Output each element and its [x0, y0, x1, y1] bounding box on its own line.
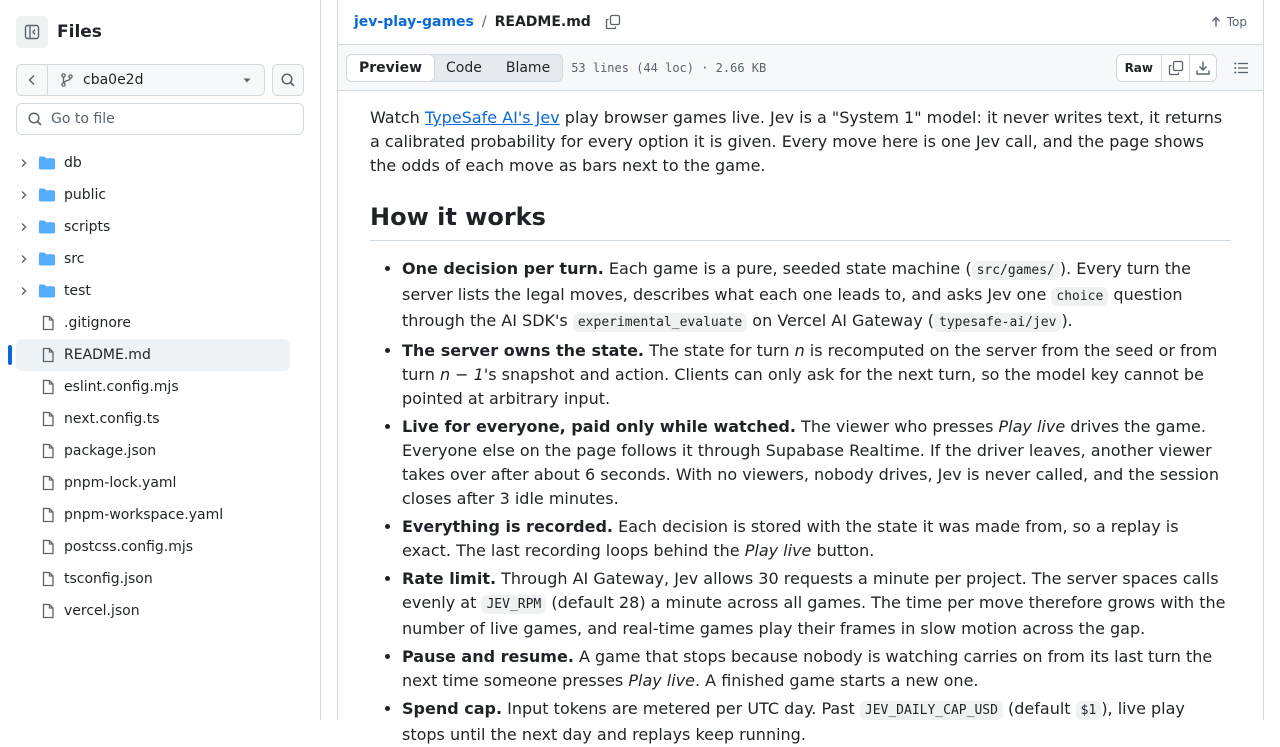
file-icon	[40, 571, 56, 587]
chevron-right-icon[interactable]	[16, 253, 32, 265]
tree-folder-db[interactable]	[16, 147, 290, 179]
tree-item-label: tsconfig.json	[64, 571, 153, 587]
how-it-works-list	[370, 257, 1231, 747]
breadcrumb-repo-link[interactable]: jev-play-games	[354, 14, 474, 30]
file-icon	[40, 603, 56, 619]
breadcrumb-current-file: README.md	[494, 14, 591, 30]
jev-link[interactable]: TypeSafe AI's Jev	[424, 108, 560, 127]
breadcrumb-separator: /	[481, 14, 487, 30]
tree-file-gitignore[interactable]	[16, 307, 290, 339]
tree-item-label: package.json	[64, 443, 157, 459]
outline-button[interactable]	[1233, 60, 1249, 76]
tree-folder-test[interactable]	[16, 275, 290, 307]
raw-button[interactable]: Raw	[1117, 55, 1162, 81]
branch-row	[16, 64, 265, 96]
raw-actions-group	[1116, 54, 1217, 82]
folder-icon	[38, 219, 56, 235]
file-icon	[40, 475, 56, 491]
chevron-right-icon[interactable]	[16, 157, 32, 169]
view-mode-tabs	[346, 54, 563, 82]
tab-blame[interactable]: Blame	[505, 59, 551, 76]
section-heading: How it works	[370, 202, 1231, 241]
tree-folder-public[interactable]	[16, 179, 290, 211]
back-button[interactable]	[17, 65, 48, 95]
tree-item-label: scripts	[64, 219, 111, 235]
tree-item-label: db	[64, 155, 82, 171]
branch-dropdown[interactable]	[48, 65, 264, 95]
top-button-label: Top	[1226, 15, 1247, 29]
list-item: • Spend cap. Input tokens are metered per UTC day. Past JEV_DAILY_CAP_USD (default $1 ), live play stops until the next day and replays keep running.	[402, 697, 1231, 747]
go-to-file-field[interactable]	[16, 103, 304, 135]
tree-item-label: .gitignore	[64, 315, 131, 331]
tree-item-label: vercel.json	[64, 603, 140, 619]
tab-preview[interactable]: Preview	[346, 54, 435, 82]
folder-icon	[38, 155, 56, 171]
tree-folder-scripts[interactable]	[16, 211, 290, 243]
file-actions	[1116, 54, 1249, 82]
copy-icon	[1168, 60, 1184, 76]
file-viewer	[337, 0, 1264, 744]
file-icon	[40, 539, 56, 555]
file-icon	[40, 315, 56, 331]
list-unordered-icon	[1233, 60, 1249, 76]
intro-paragraph: Watch TypeSafe AI's Jev play browser games live. Jev is a "System 1" model: it never writes text, it returns a calibrated probability for every option it is given. Every move here is one Jev call, and the page shows the odds of each move as bars next to the game.	[370, 108, 1223, 175]
tree-item-label: README.md	[64, 347, 151, 363]
folder-icon	[38, 251, 56, 267]
breadcrumb	[338, 0, 1263, 44]
tree-file-eslint-config[interactable]	[16, 371, 290, 403]
tree-file-vercel-json[interactable]	[16, 595, 290, 627]
sidebar-header	[16, 16, 102, 48]
go-to-file-input[interactable]	[51, 111, 291, 127]
tree-file-next-config[interactable]	[16, 403, 290, 435]
sidebar-collapse-icon	[24, 24, 40, 40]
file-icon	[40, 379, 56, 395]
tree-item-label: pnpm-lock.yaml	[64, 475, 177, 491]
chevron-right-icon[interactable]	[16, 221, 32, 233]
top-button[interactable]	[1210, 15, 1247, 29]
readme-content	[338, 91, 1263, 747]
branch-name: cba0e2d	[83, 72, 144, 88]
tree-file-readme[interactable]	[16, 339, 290, 371]
tab-code[interactable]: Code	[446, 59, 482, 76]
tree-file-pnpm-lock[interactable]	[16, 467, 290, 499]
file-icon	[40, 411, 56, 427]
git-branch-icon	[59, 72, 75, 88]
file-tree-sidebar	[0, 0, 321, 720]
active-indicator	[8, 345, 12, 365]
tree-file-pnpm-workspace[interactable]	[16, 499, 290, 531]
list-item: • Pause and resume. A game that stops because nobody is watching carries on from its last turn the next time someone presses Play live. A finished game starts a new one.	[402, 645, 1231, 693]
list-item: • Rate limit. Through AI Gateway, Jev allows 30 requests a minute per project. The server spaces calls evenly at JEV_RPM (default 28) a minute across all games. The time per move therefore grows with the number of live games, and real-time games play their frames in slow motion across the gap.	[402, 567, 1231, 641]
list-item: • The server owns the state. The state for turn n is recomputed on the server from the seed or from turn n − 1's snapshot and action. Clients can only ask for the next turn, so the model key cannot be pointed at arbitrary input.	[402, 339, 1231, 411]
search-icon	[280, 72, 296, 88]
folder-icon	[38, 283, 56, 299]
file-icon	[40, 443, 56, 459]
chevron-right-icon[interactable]	[16, 285, 32, 297]
tree-item-label: postcss.config.mjs	[64, 539, 194, 555]
arrow-up-icon	[1210, 16, 1222, 28]
tree-item-label: next.config.ts	[64, 411, 160, 427]
download-icon	[1195, 60, 1211, 76]
search-button[interactable]	[272, 64, 304, 96]
list-item: • Live for everyone, paid only while watched. The viewer who presses Play live drives the game. Everyone else on the page follows it through Supabase Realtime. If the driver leaves, another viewer takes over after about 6 seconds. With no viewers, nobody drives, Jev is never called, and the session closes after 3 idle minutes.	[402, 415, 1231, 511]
file-meta: 53 lines (44 loc) · 2.66 KB	[571, 60, 767, 75]
tree-item-label: pnpm-workspace.yaml	[64, 507, 224, 523]
branch-selector-group	[16, 64, 265, 96]
tree-item-label: public	[64, 187, 107, 203]
chevron-left-icon	[24, 72, 40, 88]
file-header	[338, 44, 1263, 91]
tree-item-label: eslint.config.mjs	[64, 379, 179, 395]
copy-path-button[interactable]	[605, 14, 621, 30]
collapse-sidebar-button[interactable]	[16, 16, 48, 48]
tree-file-tsconfig[interactable]	[16, 563, 290, 595]
caret-down-icon	[242, 75, 252, 85]
file-icon	[40, 507, 56, 523]
file-tree	[16, 147, 290, 627]
chevron-right-icon[interactable]	[16, 189, 32, 201]
list-item: • Everything is recorded. Each decision is stored with the state it was made from, so a replay is exact. The last recording loops behind the Play live button.	[402, 515, 1231, 563]
tree-folder-src[interactable]	[16, 243, 290, 275]
list-item: • One decision per turn. Each game is a pure, seeded state machine ( src/games/ ). Every turn the server lists the legal moves, describes what each one leads to, and asks Jev one choice question through the AI SDK's experimental_evaluate on Vercel AI Gateway ( typesafe-ai/jev ).	[402, 257, 1231, 335]
download-button[interactable]	[1189, 55, 1216, 81]
tree-item-label: src	[64, 251, 85, 267]
sidebar-title: Files	[57, 22, 102, 42]
tree-file-postcss-config[interactable]	[16, 531, 290, 563]
tree-file-package-json[interactable]	[16, 435, 290, 467]
search-icon	[27, 111, 43, 127]
copy-icon	[605, 14, 621, 30]
copy-raw-button[interactable]	[1162, 55, 1189, 81]
tree-item-label: test	[64, 283, 91, 299]
folder-icon	[38, 187, 56, 203]
file-icon	[40, 347, 56, 363]
